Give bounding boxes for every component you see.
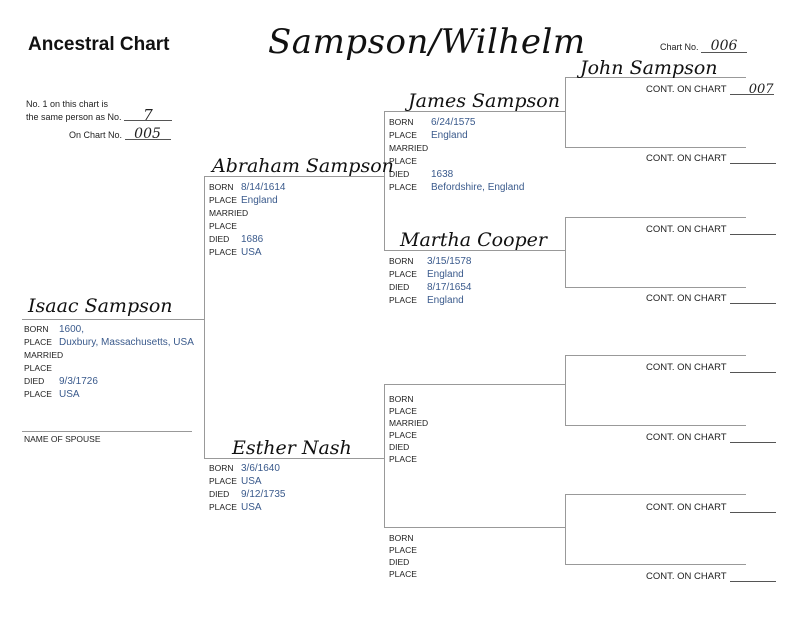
spouse-label: NAME OF SPOUSE <box>24 434 101 444</box>
person-2-born[interactable]: 8/14/1614 <box>241 182 286 193</box>
place-label: PLACE <box>209 221 237 231</box>
gen3-bracket-4 <box>565 494 566 564</box>
cont-label: CONT. ON CHART <box>646 84 727 95</box>
same-person-value[interactable]: 7 <box>124 110 172 121</box>
born-label: BORN <box>209 182 234 192</box>
cont-label: CONT. ON CHART <box>646 571 727 582</box>
person-1-born[interactable]: 1600, <box>59 324 85 335</box>
chart-number-field <box>660 38 747 54</box>
place-label: PLACE <box>24 389 52 399</box>
same-person-field <box>26 98 172 123</box>
cont-chart-9 <box>646 153 776 164</box>
cont-chart-12-value[interactable] <box>730 363 776 373</box>
place-label: PLACE <box>389 130 417 140</box>
person-3-died-place[interactable]: USA <box>241 502 262 513</box>
died-label: DIED <box>389 169 410 179</box>
person-8-name[interactable]: John Sampson <box>580 57 718 79</box>
person-6-facts <box>389 393 429 465</box>
cont-chart-9-value[interactable] <box>730 154 776 164</box>
person-13-line <box>565 425 746 426</box>
same-person-label-1: No. 1 on this chart is <box>26 99 109 109</box>
gen1-bracket <box>204 176 205 458</box>
person-12-line <box>565 355 746 356</box>
born-label: BORN <box>209 463 234 473</box>
person-1-died[interactable]: 9/3/1726 <box>59 376 98 387</box>
gen3-bracket-1 <box>565 77 566 147</box>
cont-chart-13-value[interactable] <box>730 433 776 443</box>
person-4-facts <box>389 116 524 194</box>
place-label: PLACE <box>209 502 237 512</box>
person-2-facts <box>209 181 286 259</box>
cont-chart-14 <box>646 502 776 513</box>
family-name: Sampson/Wilhelm <box>268 22 586 62</box>
place-label: PLACE <box>389 545 417 555</box>
married-label: MARRIED <box>389 143 429 153</box>
person-2-died-place[interactable]: USA <box>241 247 262 258</box>
place-label: PLACE <box>389 182 417 192</box>
on-chart-label: On Chart No. <box>69 130 123 140</box>
place-label: PLACE <box>209 247 237 257</box>
person-5-name[interactable]: Martha Cooper <box>400 229 548 251</box>
person-4-born-place[interactable]: England <box>431 130 468 141</box>
person-4-born[interactable]: 6/24/1575 <box>431 117 476 128</box>
cont-chart-15 <box>646 571 776 582</box>
cont-chart-13 <box>646 432 776 443</box>
place-label: PLACE <box>209 195 237 205</box>
cont-chart-10 <box>646 224 776 235</box>
person-2-born-place[interactable]: England <box>241 195 278 206</box>
person-1-died-place[interactable]: USA <box>59 389 80 400</box>
on-chart-field <box>69 126 171 142</box>
married-label: MARRIED <box>209 208 249 218</box>
died-label: DIED <box>389 557 410 567</box>
place-label: PLACE <box>24 363 52 373</box>
cont-label: CONT. ON CHART <box>646 153 727 164</box>
person-3-facts <box>209 462 286 514</box>
cont-label: CONT. ON CHART <box>646 432 727 443</box>
gen3-bracket-3 <box>565 355 566 425</box>
person-2-died[interactable]: 1686 <box>241 234 264 245</box>
cont-chart-8-value[interactable]: 007 <box>730 85 774 95</box>
born-label: BORN <box>389 533 414 543</box>
cont-label: CONT. ON CHART <box>646 293 727 304</box>
person-11-line <box>565 287 746 288</box>
person-4-name[interactable]: James Sampson <box>408 90 560 112</box>
born-label: BORN <box>389 394 414 404</box>
person-4-died-place[interactable]: Befordshire, England <box>431 182 525 193</box>
married-label: MARRIED <box>389 418 429 428</box>
person-5-died[interactable]: 8/17/1654 <box>427 282 472 293</box>
cont-label: CONT. ON CHART <box>646 362 727 373</box>
gen3-bracket-2 <box>565 217 566 287</box>
person-6-line <box>384 384 565 385</box>
person-5-facts <box>389 255 472 307</box>
cont-label: CONT. ON CHART <box>646 224 727 235</box>
person-14-line <box>565 494 746 495</box>
person-1-name[interactable]: Isaac Sampson <box>28 295 173 317</box>
person-1-line <box>22 319 205 320</box>
married-label: MARRIED <box>24 350 64 360</box>
person-3-died[interactable]: 9/12/1735 <box>241 489 286 500</box>
person-3-born[interactable]: 3/6/1640 <box>241 463 280 474</box>
place-label: PLACE <box>209 476 237 486</box>
person-1-facts <box>24 323 194 401</box>
died-label: DIED <box>209 489 230 499</box>
born-label: BORN <box>24 324 49 334</box>
person-1-born-place[interactable]: Duxbury, Massachusetts, USA <box>59 337 194 348</box>
gen2-lower-bracket <box>384 384 385 527</box>
cont-chart-11 <box>646 293 776 304</box>
place-label: PLACE <box>24 337 52 347</box>
person-2-name[interactable]: Abraham Sampson <box>212 155 394 177</box>
died-label: DIED <box>209 234 230 244</box>
place-label: PLACE <box>389 295 417 305</box>
person-5-born-place[interactable]: England <box>427 269 464 280</box>
person-9-line <box>565 147 746 148</box>
cont-chart-14-value[interactable] <box>730 503 776 513</box>
place-label: PLACE <box>389 156 417 166</box>
spouse-line <box>22 431 192 432</box>
person-5-died-place[interactable]: England <box>427 295 464 306</box>
place-label: PLACE <box>389 569 417 579</box>
gen2-upper-bracket <box>384 111 385 250</box>
place-label: PLACE <box>389 454 417 464</box>
cont-chart-15-value[interactable] <box>730 572 776 582</box>
died-label: DIED <box>389 282 410 292</box>
place-label: PLACE <box>389 430 417 440</box>
chart-number-value[interactable]: 006 <box>701 41 747 53</box>
cont-label: CONT. ON CHART <box>646 502 727 513</box>
died-label: DIED <box>24 376 45 386</box>
person-15-line <box>565 564 746 565</box>
person-3-name[interactable]: Esther Nash <box>232 437 352 459</box>
person-3-born-place[interactable]: USA <box>241 476 262 487</box>
person-5-born[interactable]: 3/15/1578 <box>427 256 472 267</box>
cont-chart-12 <box>646 362 776 373</box>
person-7-facts <box>389 532 424 580</box>
chart-title: Ancestral Chart <box>28 34 170 55</box>
person-4-died[interactable]: 1638 <box>431 169 454 180</box>
born-label: BORN <box>389 256 414 266</box>
place-label: PLACE <box>389 406 417 416</box>
cont-chart-8 <box>646 84 774 95</box>
cont-chart-10-value[interactable] <box>730 225 776 235</box>
same-person-label-2: the same person as No. <box>26 112 122 122</box>
chart-number-label: Chart No. <box>660 42 699 52</box>
person-10-line <box>565 217 746 218</box>
cont-chart-11-value[interactable] <box>730 294 776 304</box>
born-label: BORN <box>389 117 414 127</box>
died-label: DIED <box>389 442 410 452</box>
on-chart-value[interactable]: 005 <box>125 129 171 140</box>
person-7-line <box>384 527 565 528</box>
place-label: PLACE <box>389 269 417 279</box>
